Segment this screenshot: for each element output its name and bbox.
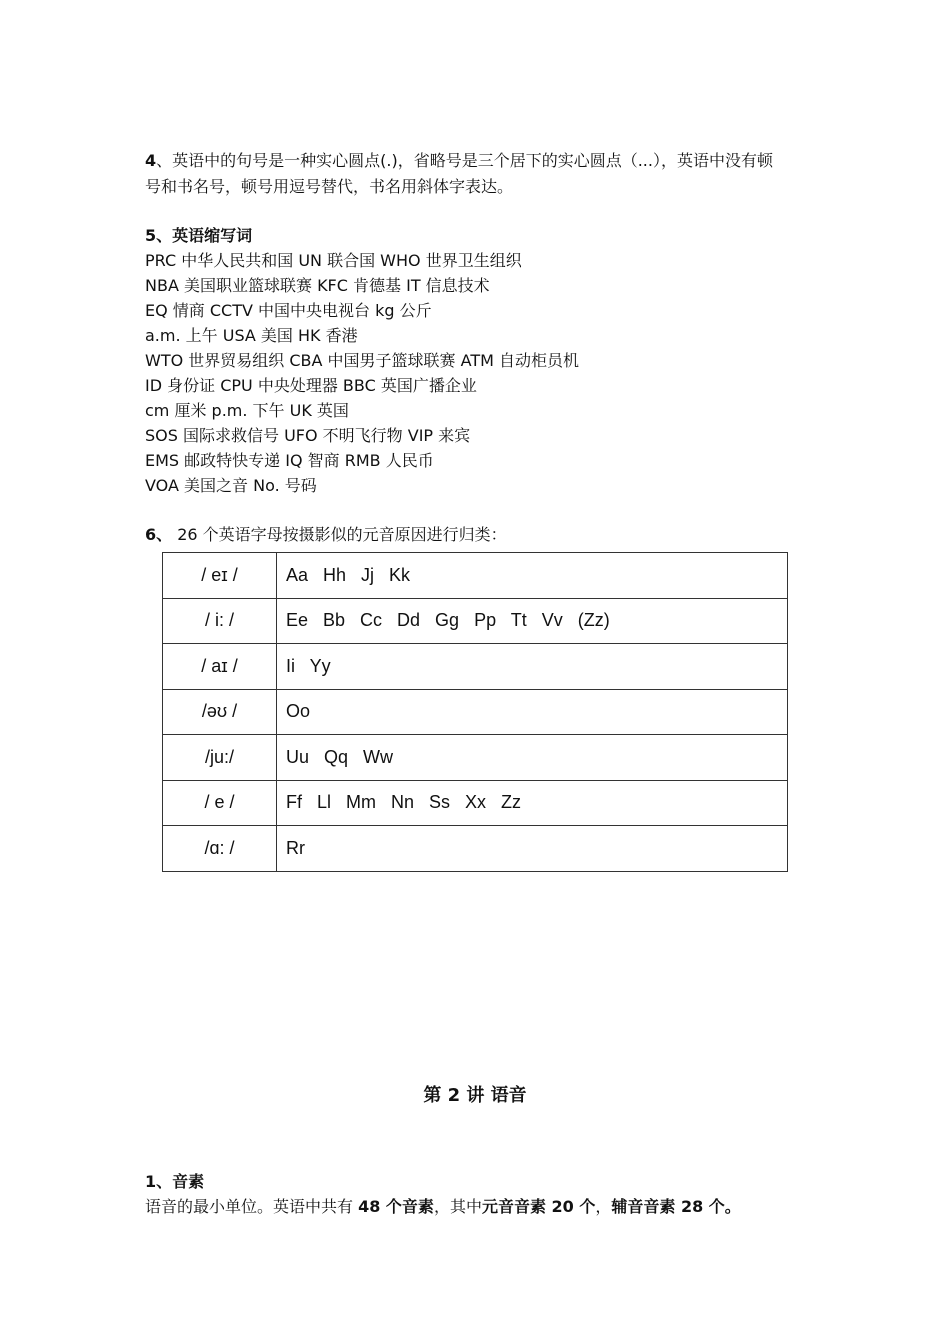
phoneme-cell: / i: /: [163, 598, 277, 644]
sec4-text1: 、英语中的句号是一种实心圆点(.)，省略号是三个居下的实心圆点（...），英语中没有顿: [156, 151, 773, 170]
vowel-table: [162, 552, 788, 872]
abbrev-line: EMS 邮政特快专递 IQ 智商 RMB 人民币: [145, 451, 434, 470]
bold-fragment: 48 个音素: [358, 1197, 434, 1216]
phoneme-cell: / aɪ /: [163, 644, 277, 690]
sec5-title: 5、英语缩写词: [145, 226, 253, 245]
letters-cell: Rr: [277, 826, 788, 872]
abbrev-line: NBA 美国职业篮球联赛 KFC 肯德基 IT 信息技术: [145, 276, 490, 295]
table-row: [163, 553, 788, 599]
letters-cell: Ee Bb Cc Dd Gg Pp Tt Vv (Zz): [277, 598, 788, 644]
phoneme-cell: /əʊ /: [163, 689, 277, 735]
letters-cell: Oo: [277, 689, 788, 735]
bold-fragment: 元音音素 20 个: [481, 1197, 596, 1216]
sec6-number: 6、: [145, 525, 173, 544]
letters-cell: Ii Yy: [277, 644, 788, 690]
text-fragment: 语音的最小单位。英语中共有: [145, 1197, 359, 1216]
table-row: [163, 735, 788, 781]
abbrev-line: WTO 世界贸易组织 CBA 中国男子篮球联赛 ATM 自动柜员机: [145, 351, 579, 370]
phoneme-cell: / eɪ /: [163, 553, 277, 599]
sec6-text: 26 个英语字母按摄影似的元音原因进行归类：: [172, 525, 507, 544]
abbrev-line: cm 厘米 p.m. 下午 UK 英国: [145, 401, 349, 420]
phoneme-section-title: 1、音素: [145, 1172, 205, 1191]
table-row: [163, 826, 788, 872]
table-row: [163, 780, 788, 826]
letters-cell: Aa Hh Jj Kk: [277, 553, 788, 599]
abbrev-line: VOA 美国之音 No. 号码: [145, 476, 317, 495]
table-row: [163, 689, 788, 735]
sec6-title: [145, 524, 507, 546]
abbrev-line: a.m. 上午 USA 美国 HK 香港: [145, 326, 358, 345]
table-row: [163, 598, 788, 644]
sec4-line1: [145, 150, 773, 172]
sec4-line2: 号和书名号，顿号用逗号替代，书名用斜体字表达。: [145, 177, 514, 196]
lecture-heading: 第 2 讲 语音: [423, 1085, 527, 1106]
letters-cell: Uu Qq Ww: [277, 735, 788, 781]
phoneme-section-text: [145, 1196, 741, 1218]
abbrev-line: ID 身份证 CPU 中央处理器 BBC 英国广播企业: [145, 376, 477, 395]
abbrev-line: PRC 中华人民共和国 UN 联合国 WHO 世界卫生组织: [145, 251, 522, 270]
phoneme-cell: /ɑ: /: [163, 826, 277, 872]
sec4-number: 4: [145, 151, 157, 170]
table-row: [163, 644, 788, 690]
bold-fragment: 辅音音素 28 个。: [611, 1197, 741, 1216]
phoneme-cell: /ju:/: [163, 735, 277, 781]
letters-cell: Ff Ll Mm Nn Ss Xx Zz: [277, 780, 788, 826]
text-fragment: ，: [595, 1197, 612, 1216]
abbrev-line: EQ 情商 CCTV 中国中央电视台 kg 公斤: [145, 301, 432, 320]
abbrev-line: SOS 国际求救信号 UFO 不明飞行物 VIP 来宾: [145, 426, 471, 445]
phoneme-cell: / e /: [163, 780, 277, 826]
text-fragment: ，其中: [433, 1197, 482, 1216]
